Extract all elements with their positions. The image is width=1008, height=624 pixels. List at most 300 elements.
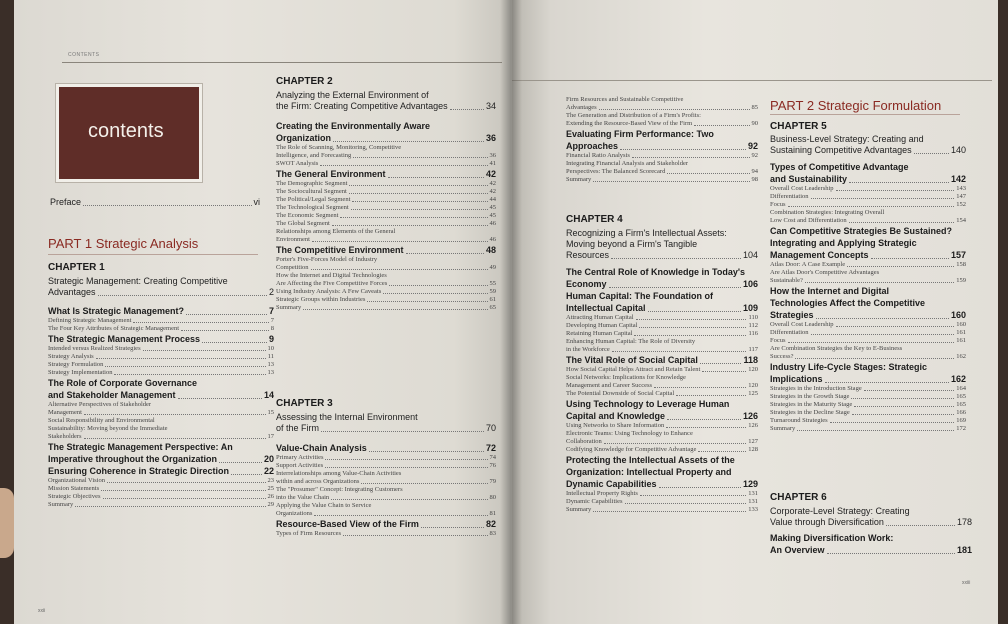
leader-dots	[406, 253, 484, 254]
toc-entry-title: Extending the Resource-Based View of the Firm	[566, 120, 693, 127]
part-rule	[48, 254, 258, 255]
toc-entry-page: 129	[742, 479, 758, 489]
toc-entry-title: Summary	[566, 176, 592, 183]
toc-entry	[566, 338, 758, 346]
toc-entry-title: Competition	[276, 264, 309, 271]
toc-entry-title: Primary Activities	[276, 454, 324, 461]
toc-entry-title: Turnaround Strategies	[770, 417, 828, 424]
toc-entry-title: The Political/Legal Segment	[276, 196, 351, 203]
toc-entry	[276, 204, 496, 212]
toc-entry	[566, 422, 758, 430]
toc-entry	[48, 425, 274, 433]
leader-dots	[333, 141, 484, 142]
toc-entry-title: Financial Ratio Analysis	[566, 152, 630, 159]
toc-entry-title: Industry Life-Cycle Stages: Strategic	[770, 362, 928, 372]
toc-entry	[566, 112, 758, 120]
toc-entry-page: 48	[485, 245, 496, 255]
leader-dots	[349, 193, 488, 194]
toc-entry-page: 26	[267, 493, 274, 500]
leader-dots	[105, 366, 265, 367]
toc-entry-page: 92	[747, 141, 758, 151]
toc-entry-title: Strategy Formulation	[48, 361, 104, 368]
leader-dots	[871, 258, 949, 259]
toc-entry	[770, 261, 966, 269]
toc-entry-title: Intellectual Capital	[566, 303, 646, 313]
toc-entry-title: Environment	[276, 236, 310, 243]
toc-entry-title: The Generation and Distribution of a Firm's Profits:	[566, 112, 701, 119]
toc-entry-title: The Technological Segment	[276, 204, 349, 211]
toc-entry-title: Dynamic Capabilities	[566, 498, 623, 505]
toc-entry	[566, 176, 758, 184]
toc-entry-title: Retaining Human Capital	[566, 330, 633, 337]
toc-entry	[276, 272, 496, 280]
toc-entry	[276, 288, 496, 296]
right-page	[512, 0, 998, 624]
running-rule	[512, 80, 992, 81]
toc-entry	[48, 477, 274, 485]
chapter-title-line: Moving beyond a Firm's Tangible	[566, 239, 698, 249]
toc-entry	[276, 454, 496, 462]
leader-dots	[666, 427, 746, 428]
chapter-2-entries	[276, 120, 496, 312]
toc-entry-page: 44	[489, 196, 496, 203]
leader-dots	[83, 205, 251, 206]
toc-entry	[48, 401, 274, 409]
leader-dots	[186, 314, 267, 315]
toc-entry-page: 79	[489, 478, 496, 485]
leader-dots	[388, 177, 484, 178]
leader-dots	[181, 330, 269, 331]
toc-entry	[566, 455, 758, 466]
toc-entry-title: Developing Human Capital	[566, 322, 638, 329]
toc-entry-title: Interrelationships among Value-Chain Activities	[276, 470, 402, 477]
chapter-page: 2	[268, 287, 274, 297]
toc-entry-page: 42	[485, 169, 496, 179]
leader-dots	[202, 342, 267, 343]
toc-entry	[566, 322, 758, 330]
toc-entry	[770, 185, 966, 193]
toc-entry-title: Using Technology to Leverage Human	[566, 399, 730, 409]
toc-entry-title: Summary	[770, 425, 796, 432]
toc-entry	[48, 442, 274, 453]
toc-entry-title: The Global Segment	[276, 220, 330, 227]
toc-entry-title: Social Networks: Implications for Knowledge	[566, 374, 686, 381]
toc-entry-title: Enhancing Human Capital: The Role of Diversity	[566, 338, 696, 345]
leader-dots	[178, 398, 262, 399]
chapter-label: CHAPTER 6	[770, 492, 827, 503]
toc-entry-page: 36	[485, 133, 496, 143]
toc-entry-title: The Central Role of Knowledge in Today's	[566, 267, 745, 277]
toc-entry-title: Using Industry Analysis: A Few Caveats	[276, 288, 382, 295]
leader-dots	[852, 414, 954, 415]
leader-dots	[75, 506, 265, 507]
toc-entry	[276, 133, 496, 144]
toc-entry-title: Integrating and Applying Strategic	[770, 238, 917, 248]
toc-entry-title: Organization	[276, 133, 332, 143]
toc-entry-title: The General Environment	[276, 169, 386, 179]
toc-entry-page: 158	[956, 261, 966, 268]
toc-entry	[770, 385, 966, 393]
toc-entry	[566, 506, 758, 514]
leader-dots	[700, 363, 742, 364]
toc-entry-title: Are Atlas Door's Competitive Advantages	[770, 269, 880, 276]
toc-entry-title: Types of Competitive Advantage	[770, 162, 909, 172]
toc-entry	[276, 478, 496, 486]
toc-entry-page: 7	[268, 306, 274, 316]
toc-entry	[276, 144, 496, 152]
toc-entry-page: 20	[263, 454, 274, 464]
toc-entry-title: Firm Resources and Sustainable Competitive	[566, 96, 684, 103]
toc-entry-page: 42	[489, 180, 496, 187]
toc-entry	[566, 96, 758, 104]
toc-entry-page: 45	[489, 212, 496, 219]
toc-entry	[770, 201, 966, 209]
toc-entry-title: Capital and Knowledge	[566, 411, 666, 421]
toc-entry-title: Strategies in the Decline Stage	[770, 409, 850, 416]
toc-entry-title: How the Internet and Digital	[770, 286, 890, 296]
chapter-6-entries	[770, 532, 972, 556]
toc-entry-page: 116	[748, 330, 758, 337]
toc-entry-page: 55	[489, 280, 496, 287]
toc-entry	[566, 399, 758, 410]
running-head: CONTENTS	[68, 52, 100, 58]
leader-dots	[795, 358, 954, 359]
toc-entry-page: 13	[267, 361, 274, 368]
toc-entry	[48, 353, 274, 361]
leader-dots	[312, 241, 488, 242]
leader-dots	[648, 311, 741, 312]
toc-entry	[566, 160, 758, 168]
chapter-label: CHAPTER 3	[276, 398, 333, 409]
toc-entry	[566, 438, 758, 446]
leader-dots	[421, 527, 484, 528]
toc-entry	[566, 490, 758, 498]
toc-entry-page: 11	[267, 353, 274, 360]
toc-entry-title: An Overview	[770, 545, 825, 555]
toc-entry-title: Making Diversification Work:	[770, 533, 894, 543]
leader-dots	[114, 374, 265, 375]
toc-entry-page: 46	[489, 220, 496, 227]
leader-dots	[320, 165, 487, 166]
toc-entry-title: The Strategic Management Process	[48, 334, 201, 344]
toc-entry-page: 154	[956, 217, 966, 224]
chapter-title-line: Corporate-Level Strategy: Creating	[770, 506, 910, 516]
chapter-title-line: Advantages 2	[48, 287, 274, 297]
toc-entry-page: 8	[270, 325, 274, 332]
toc-entry-page: 46	[489, 236, 496, 243]
chapter-label: CHAPTER 1	[48, 262, 105, 273]
toc-entry-title: What Is Strategic Management?	[48, 306, 185, 316]
toc-entry	[48, 433, 274, 441]
toc-entry	[566, 267, 758, 278]
leader-dots	[389, 285, 487, 286]
running-rule	[62, 62, 502, 63]
toc-entry-page: 90	[751, 120, 758, 127]
toc-entry-title: Are Affecting the Five Competitive Forces	[276, 280, 388, 287]
toc-entry-title: The Role of Scanning, Monitoring, Competitive	[276, 144, 402, 151]
toc-entry-title: Intended versus Realized Strategies	[48, 345, 141, 352]
leader-dots	[325, 467, 487, 468]
toc-entry-page: 41	[489, 160, 496, 167]
toc-entry-page: 42	[489, 188, 496, 195]
toc-entry	[770, 250, 966, 261]
toc-entry	[770, 217, 966, 225]
toc-entry-title: Summary	[566, 506, 592, 513]
toc-entry	[48, 361, 274, 369]
toc-entry	[276, 280, 496, 288]
toc-entry-page: 120	[748, 366, 758, 373]
leader-dots	[231, 474, 262, 475]
toc-entry-page: 160	[956, 321, 966, 328]
toc-entry	[770, 345, 966, 353]
toc-entry-page: 15	[267, 409, 274, 416]
toc-entry-title: Approaches	[566, 141, 619, 151]
leader-dots	[636, 319, 747, 320]
leader-dots	[836, 326, 955, 327]
toc-entry	[276, 169, 496, 180]
toc-entry-title: Human Capital: The Foundation of	[566, 291, 713, 301]
leader-dots	[325, 459, 487, 460]
leader-dots	[314, 515, 487, 516]
toc-entry-page: 166	[956, 409, 966, 416]
toc-entry-page: 125	[748, 390, 758, 397]
toc-entry	[48, 325, 274, 333]
toc-entry	[566, 446, 758, 454]
toc-entry-title: Value-Chain Analysis	[276, 443, 367, 453]
toc-entry-title: Strategy Implementation	[48, 369, 113, 376]
toc-entry	[276, 486, 496, 494]
toc-entry-title: Stakeholders	[48, 433, 82, 440]
toc-entry	[566, 374, 758, 382]
leader-dots	[383, 293, 487, 294]
leader-dots	[84, 414, 266, 415]
leader-dots	[851, 398, 954, 399]
toc-entry	[770, 277, 966, 285]
toc-entry-title: Dynamic Capabilities	[566, 479, 657, 489]
leader-dots	[836, 190, 955, 191]
leader-dots	[830, 422, 955, 423]
leader-dots	[640, 495, 746, 496]
leader-dots	[847, 266, 954, 267]
toc-entry	[566, 104, 758, 112]
chapter-title-line: the Firm: Creating Competitive Advantages 34	[276, 101, 496, 111]
chapter-title-line: Assessing the Internal Environment	[276, 412, 418, 422]
chapter-title-line: Value through Diversification 178	[770, 517, 972, 527]
toc-entry-title: How the Internet and Digital Technologies	[276, 272, 387, 279]
toc-entry-title: Strategies in the Growth Stage	[770, 393, 850, 400]
toc-entry-title: Can Competitive Strategies Be Sustained?	[770, 226, 953, 236]
toc-entry	[276, 152, 496, 160]
toc-entry	[566, 129, 758, 140]
chapter-1-entries	[48, 305, 274, 509]
toc-entry-title: Advantages	[566, 104, 597, 111]
toc-entry-title: Electronic Teams: Using Technology to Enhance	[566, 430, 693, 437]
toc-entry-title: Management Concepts	[770, 250, 869, 260]
chapter-title-line: of the Firm 70	[276, 423, 496, 433]
toc-entry	[770, 533, 972, 544]
chapter-page: 34	[485, 101, 496, 111]
toc-entry-page: 65	[489, 304, 496, 311]
leader-dots	[369, 451, 484, 452]
toc-entry-page: 131	[748, 498, 758, 505]
toc-entry	[566, 330, 758, 338]
toc-entry-title: The Role of Corporate Governance	[48, 378, 198, 388]
chapter-label: CHAPTER 4	[566, 214, 623, 225]
toc-entry-title: How Social Capital Helps Attract and Retain Talent	[566, 366, 701, 373]
toc-entry	[566, 366, 758, 374]
leader-dots	[811, 334, 955, 335]
leader-dots	[340, 217, 487, 218]
toc-entry-title: Collaboration	[566, 438, 602, 445]
chapter-title-line: Strategic Management: Creating Competitive	[48, 276, 228, 286]
toc-entry-title: Focus	[770, 201, 786, 208]
toc-entry-title: The Vital Role of Social Capital	[566, 355, 698, 365]
leader-dots	[332, 225, 488, 226]
toc-entry-page: 23	[267, 477, 274, 484]
toc-entry-page: 9	[268, 334, 274, 344]
leader-dots	[632, 157, 750, 158]
chapter-label: CHAPTER 2	[276, 76, 333, 87]
toc-entry-title: and Stakeholder Management	[48, 390, 176, 400]
toc-entry-title: Strategies in the Maturity Stage	[770, 401, 853, 408]
toc-entry-title: Mission Statements	[48, 485, 100, 492]
page-number: xxiii	[962, 580, 971, 586]
toc-entry	[276, 196, 496, 204]
toc-entry-page: 162	[950, 374, 966, 384]
leader-dots	[604, 443, 747, 444]
leader-dots	[864, 390, 955, 391]
toc-entry	[48, 390, 274, 401]
chapter-label: CHAPTER 5	[770, 121, 827, 132]
toc-entry-title: Differentiation	[770, 193, 809, 200]
chapter-title-line: Resources 104	[566, 250, 758, 260]
toc-entry-title: The "Prosumer" Concept: Integrating Customers	[276, 486, 403, 493]
toc-entry-page: 131	[748, 490, 758, 497]
toc-entry-title: Protecting the Intellectual Assets of the	[566, 455, 735, 465]
toc-entry-title: Intelligence, and Forecasting	[276, 152, 352, 159]
preface-entry	[50, 197, 260, 208]
toc-entry	[566, 382, 758, 390]
toc-entry	[276, 510, 496, 518]
toc-entry	[276, 462, 496, 470]
leader-dots	[625, 503, 747, 504]
toc-entry-page: 29	[267, 501, 274, 508]
part-heading: PART 1 Strategic Analysis	[48, 236, 199, 251]
toc-entry-page: 165	[956, 393, 966, 400]
toc-entry-page: 142	[950, 174, 966, 184]
toc-entry	[566, 411, 758, 422]
toc-entry-page: 120	[748, 382, 758, 389]
leader-dots	[353, 157, 487, 158]
toc-entry-page: 94	[751, 168, 758, 175]
toc-entry-title: The Demographic Segment	[276, 180, 348, 187]
leader-dots	[133, 322, 268, 323]
toc-entry	[276, 494, 496, 502]
toc-entry	[770, 393, 966, 401]
toc-entry-page: 17	[267, 433, 274, 440]
toc-entry	[566, 314, 758, 322]
chapter-title-line: Sustaining Competitive Advantages 140	[770, 145, 966, 155]
toc-entry	[770, 226, 966, 237]
toc-entry-page: 82	[485, 519, 496, 529]
toc-entry-title: Organizational Vision	[48, 477, 105, 484]
toc-entry-page: 59	[489, 288, 496, 295]
chapter-4-entries	[566, 266, 758, 514]
leader-dots	[667, 173, 749, 174]
part-heading: PART 2 Strategic Formulation	[770, 98, 942, 113]
toc-entry	[770, 374, 966, 385]
toc-entry	[566, 152, 758, 160]
toc-entry	[566, 479, 758, 490]
toc-entry-title: Alternative Perspectives of Stakeholder	[48, 401, 152, 408]
toc-entry-page: 161	[956, 329, 966, 336]
toc-entry	[770, 425, 966, 433]
toc-entry-page: 76	[489, 462, 496, 469]
leader-dots	[593, 181, 749, 182]
leader-dots	[805, 282, 954, 283]
leader-dots	[676, 395, 746, 396]
toc-entry-title: Summary	[276, 304, 302, 311]
toc-entry	[770, 193, 966, 201]
toc-entry-page: 36	[489, 152, 496, 159]
book-gutter-shadow	[500, 0, 522, 624]
leader-dots	[620, 149, 746, 150]
toc-entry-title: Applying the Value Chain to Service	[276, 502, 372, 509]
toc-entry-page: 7	[270, 317, 274, 324]
toc-entry-title: Ensuring Coherence in Strategic Direction	[48, 466, 230, 476]
toc-entry-page: 92	[751, 152, 758, 159]
leader-dots	[84, 438, 266, 439]
toc-entry	[770, 286, 966, 297]
toc-entry-page: 169	[956, 417, 966, 424]
toc-entry	[276, 530, 496, 538]
toc-entry-page: 85	[751, 104, 758, 111]
leader-dots	[352, 201, 487, 202]
toc-entry-title: Defining Strategic Management	[48, 317, 132, 324]
leader-dots	[349, 185, 487, 186]
toc-entry-page: 25	[267, 485, 274, 492]
toc-entry-title: Strategy Analysis	[48, 353, 94, 360]
leader-dots	[854, 406, 954, 407]
left-page	[14, 0, 514, 624]
leader-dots	[96, 358, 266, 359]
toc-entry-title: Strategic Objectives	[48, 493, 101, 500]
toc-entry	[48, 317, 274, 325]
toc-entry	[276, 304, 496, 312]
leader-dots	[698, 451, 746, 452]
toc-entry-page: 106	[742, 279, 758, 289]
toc-entry-page: 165	[956, 401, 966, 408]
toc-entry-title: Intellectual Property Rights	[566, 490, 638, 497]
toc-entry-page: 13	[267, 369, 274, 376]
toc-entry-title: Attracting Human Capital	[566, 314, 634, 321]
toc-entry	[566, 498, 758, 506]
toc-entry	[566, 467, 758, 478]
toc-entry-title: The Competitive Environment	[276, 245, 404, 255]
toc-entry	[48, 378, 274, 389]
toc-entry-title: Support Activities	[276, 462, 324, 469]
toc-entry-page: 159	[956, 277, 966, 284]
toc-entry	[276, 220, 496, 228]
toc-entry	[276, 121, 496, 132]
leader-dots	[788, 206, 955, 207]
toc-entry-page: 143	[956, 185, 966, 192]
leader-dots	[303, 309, 487, 310]
leader-dots	[654, 387, 746, 388]
toc-entry-title: Overall Cost Leadership	[770, 185, 834, 192]
leader-dots	[816, 318, 949, 319]
toc-entry	[770, 174, 966, 185]
